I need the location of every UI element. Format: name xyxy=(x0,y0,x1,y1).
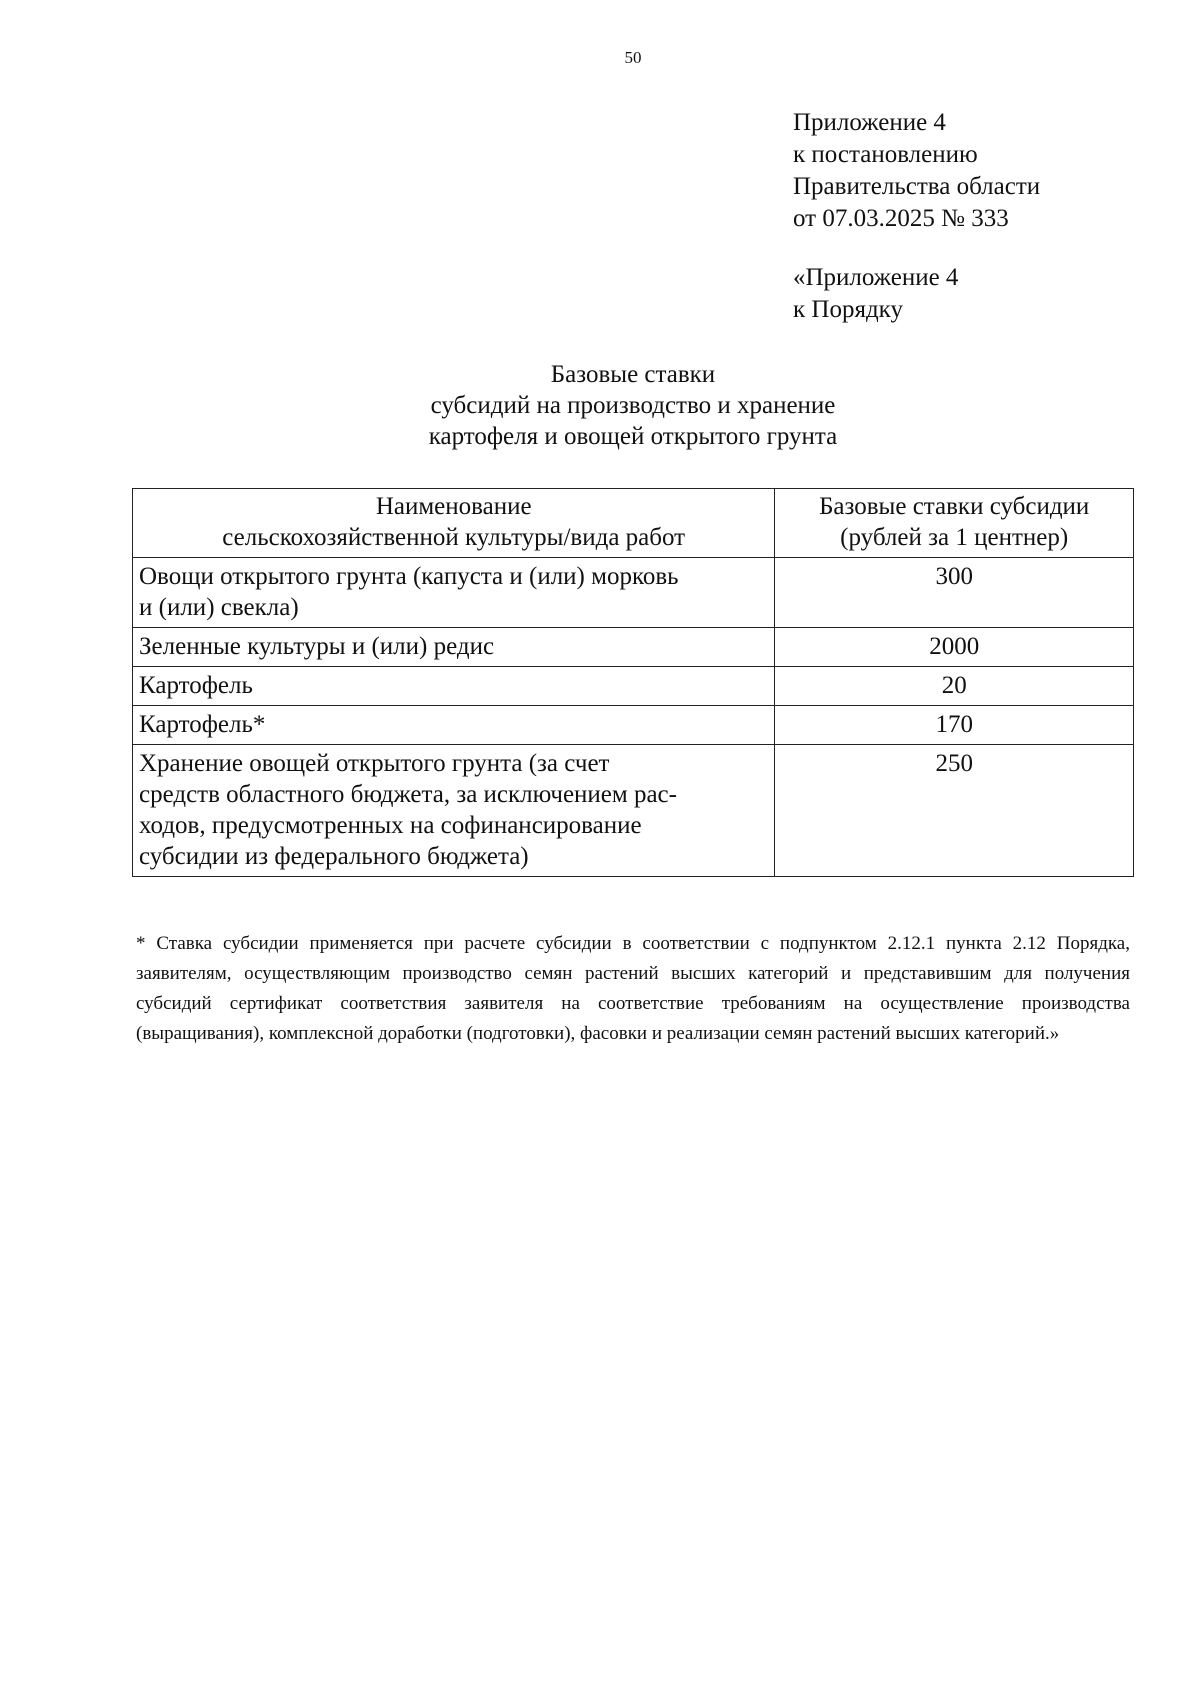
subsidy-rates-table xyxy=(132,488,1134,877)
cell-line: средств областного бюджета, за исключением рас- xyxy=(139,781,677,808)
table-header-row xyxy=(133,489,1134,558)
header-line: Базовые ставки субсидии xyxy=(819,493,1090,520)
row-crop-name xyxy=(133,667,775,706)
table-row xyxy=(133,706,1134,745)
footnote: * Ставка субсидии применяется при расчете субсидии в соответствии с подпунктом 2.12.1 пункта 2.12 Порядка, заявителям, осуществляющим производство семян растений высших категорий и представившим для получения субсидий сертификат соответствия заявителя на соответствие требованиям на осуществление производства (выращивания), комплексной доработки (подготовки), фасовки и реализации семян растений высших категорий.» xyxy=(136,933,1130,1044)
table-row xyxy=(133,628,1134,667)
page-number: 50 xyxy=(624,48,642,67)
appendix-ref-line: от 07.03.2025 № 333 xyxy=(793,205,1009,232)
row-rate-value: 300 xyxy=(775,558,1134,628)
row-crop-name xyxy=(133,745,775,877)
row-rate-value: 20 xyxy=(775,667,1134,706)
table-row xyxy=(133,558,1134,628)
appendix-ref-line: Правительства области xyxy=(793,173,1041,200)
appendix-order-line: «Приложение 4 xyxy=(793,264,959,291)
header-line: Наименование xyxy=(375,493,532,520)
appendix-ref-line: к постановлению xyxy=(793,141,978,168)
title-line: картофеля и овощей открытого грунта xyxy=(428,423,838,450)
title-line: субсидий на производство и хранение xyxy=(430,392,836,419)
cell-line: Картофель* xyxy=(139,711,266,738)
cell-line: и (или) свекла) xyxy=(139,594,299,621)
cell-line: Хранение овощей открытого грунта (за счет xyxy=(139,750,610,777)
appendix-order-reference xyxy=(793,262,958,326)
row-crop-name xyxy=(133,706,775,745)
appendix-ref-line: Приложение 4 xyxy=(793,109,946,136)
appendix-order-line: к Порядку xyxy=(793,296,903,323)
table-row xyxy=(133,667,1134,706)
appendix-reference xyxy=(793,107,1040,235)
header-crop-name xyxy=(133,489,775,558)
cell-line: Зеленные культуры и (или) редис xyxy=(139,633,495,660)
cell-line: субсидии из федерального бюджета) xyxy=(139,843,529,870)
cell-line: Овощи открытого грунта (капуста и (или) морковь xyxy=(139,563,679,590)
cell-line: Картофель xyxy=(139,672,253,699)
row-rate-value: 170 xyxy=(775,706,1134,745)
cell-line: ходов, предусмотренных на софинансирование xyxy=(139,812,642,839)
table-row xyxy=(133,745,1134,877)
header-base-rate xyxy=(775,489,1134,558)
document-title xyxy=(0,359,1200,452)
row-rate-value: 250 xyxy=(775,745,1134,877)
header-line: сельскохозяйственной культуры/вида работ xyxy=(222,524,686,551)
row-crop-name xyxy=(133,558,775,628)
title-line: Базовые ставки xyxy=(550,361,716,388)
row-crop-name xyxy=(133,628,775,667)
row-rate-value: 2000 xyxy=(775,628,1134,667)
header-line: (рублей за 1 центнер) xyxy=(840,524,1069,551)
